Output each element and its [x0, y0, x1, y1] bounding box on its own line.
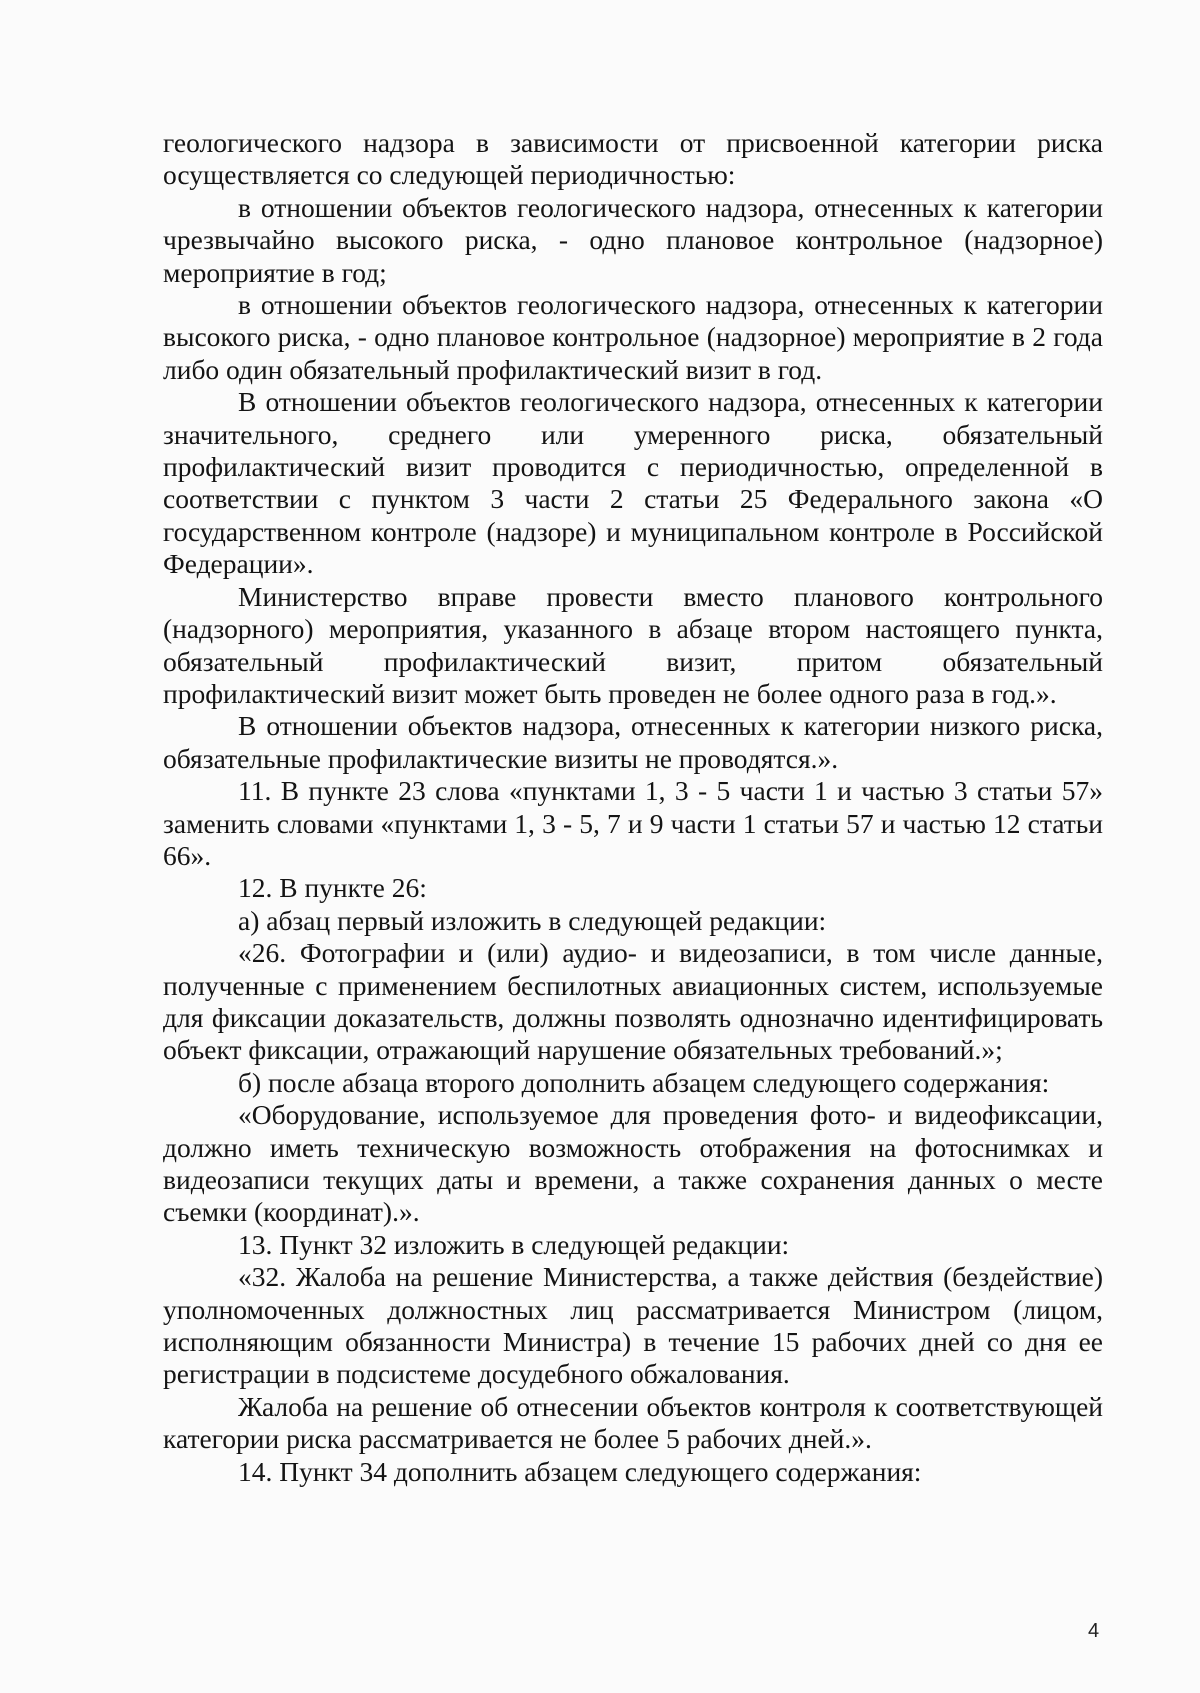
- paragraph-item-12: 12. В пункте 26:: [238, 872, 427, 904]
- paragraph-item-26-text: «26. Фотографии и (или) аудио- и видеозаписи, в том числе данные, полученные с применением беспилотных авиационных систем, используемые для фиксации доказательств, должны позволять однозначно идентифицировать объект фиксации, отражающий нарушение обязательных требований.»;: [163, 937, 1103, 1066]
- paragraph-item-12-b: б) после абзаца второго дополнить абзацем следующего содержания:: [238, 1066, 1050, 1098]
- paragraph-item-13: 13. Пункт 32 изложить в следующей редакции:: [238, 1228, 790, 1260]
- paragraph-low-risk: В отношении объектов надзора, отнесенных к категории низкого риска, обязательные профилактические визиты не проводятся.».: [163, 710, 1103, 774]
- paragraph-equipment: «Оборудование, используемое для проведения фото- и видеофиксации, должно иметь техническую возможность отображения на фотоснимках и видеозаписи текущих даты и времени, а также сохранения данных о месте съемки (координат).».: [163, 1099, 1103, 1228]
- document-body: [163, 127, 1103, 1488]
- paragraph-high-risk: в отношении объектов геологического надзора, отнесенных к категории высокого риска, - одно плановое контрольное (надзорное) мероприятие в 2 года либо один обязательный профилактический визит в год.: [163, 289, 1103, 385]
- page-number: 4: [1088, 1620, 1100, 1642]
- paragraph-item-12-a: а) абзац первый изложить в следующей редакции:: [238, 904, 827, 936]
- paragraph-item-11: 11. В пункте 23 слова «пунктами 1, 3 - 5 части 1 и частью 3 статьи 57» заменить словами «пунктами 1, 3 - 5, 7 и 9 части 1 статьи 57 и частью 12 статьи 66».: [163, 775, 1103, 871]
- paragraph-item-32-text: «32. Жалоба на решение Министерства, а также действия (бездействие) уполномоченных должностных лиц рассматривается Министром (лицом, исполняющим обязанности Министра) в течение 15 рабочих дней со дня ее регистрации в подсистеме досудебного обжалования.: [163, 1261, 1103, 1390]
- paragraph-continuation: геологического надзора в зависимости от присвоенной категории риска осуществляется со следующей периодичностью:: [163, 127, 1103, 191]
- paragraph-item-14: 14. Пункт 34 дополнить абзацем следующего содержания:: [238, 1455, 922, 1487]
- paragraph-significant-risk: В отношении объектов геологического надзора, отнесенных к категории значительного, среднего или умеренного риска, обязательный профилактический визит проводится с периодичностью, определенной в соответствии с пунктом 3 части 2 статьи 25 Федерального закона «О государственном контроле (надзоре) и муниципальном контроле в Российской Федерации».: [163, 386, 1103, 580]
- paragraph-ministry-right: Министерство вправе провести вместо планового контрольного (надзорного) мероприятия, указанного в абзаце втором настоящего пункта, обязательный профилактический визит, притом обязательный профилактический визит может быть проведен не более одного раза в год.».: [163, 580, 1103, 709]
- paragraph-complaint-category: Жалоба на решение об отнесении объектов контроля к соответствующей категории риска рассматривается не более 5 рабочих дней.».: [163, 1390, 1103, 1455]
- paragraph-very-high-risk: в отношении объектов геологического надзора, отнесенных к категории чрезвычайно высокого риска, - одно плановое контрольное (надзорное) мероприятие в год;: [163, 191, 1103, 288]
